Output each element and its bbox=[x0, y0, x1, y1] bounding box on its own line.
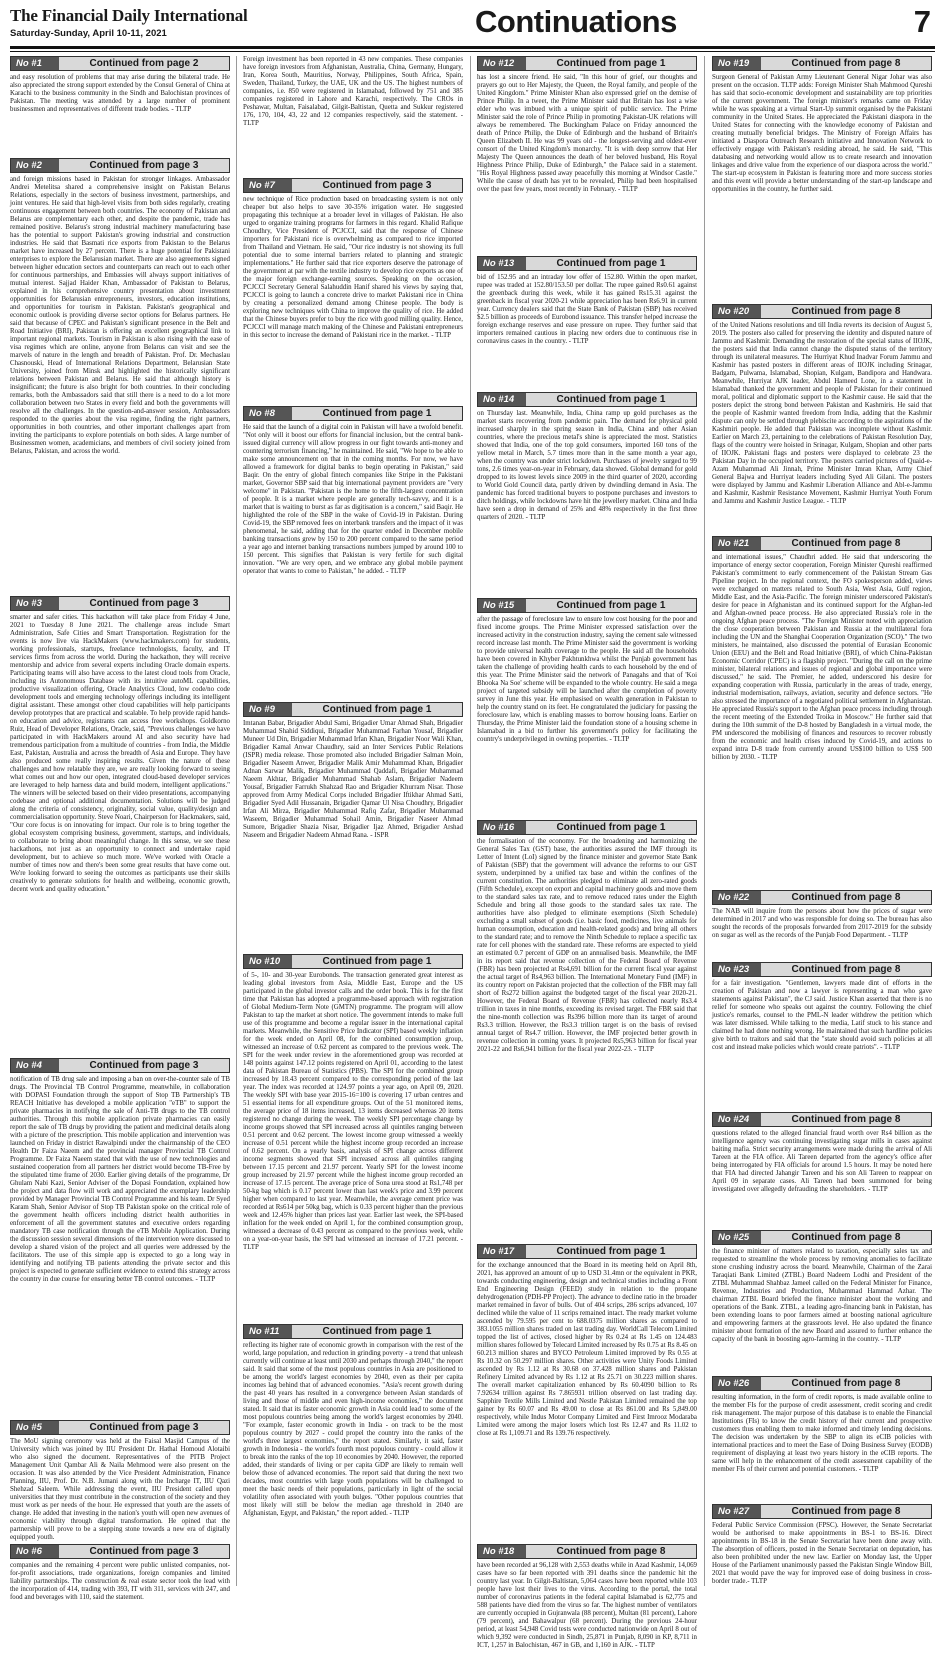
continuation-label: Continued from page 1 bbox=[556, 58, 666, 69]
continuation-header bbox=[10, 158, 230, 173]
continuation-number: No #4 bbox=[11, 1059, 59, 1072]
continuation-label: Continued from page 1 bbox=[556, 1246, 666, 1257]
story-body-text: resulting information, in the form of credit reports, is made available online to the member FIs for the purpose of credit assessment, credit scoring and credit risk management. The major purpose of this database is to enable the Financial Institutions (FIs) to know the credit history of their current and prospective customers thus enabling them to make informed and timely lending decisions. The decision was undertaken by the SBP to align its eCIB policies with international practices and to meet the Ease of Doing Business Survey (EODB) requirement of displaying at least two years history in the eCIB reports. The same will help in the enhancement of the credit assessment capability of the member FIs of their current and potential customers. - TLTP bbox=[712, 1394, 932, 1473]
continuation-story bbox=[243, 1324, 463, 1574]
continuation-header bbox=[712, 536, 932, 551]
continuation-label: Continued from page 1 bbox=[556, 600, 666, 611]
continuation-number: No #3 bbox=[11, 597, 59, 610]
continuation-story bbox=[477, 256, 697, 386]
story-body-text: of the United Nations resolutions and till India reverts its decision of August 5, 2019. The posters also called for preserving the identity and disputed nature of Jammu and Kashmir. Demanding the restoration of the special status of IIOJK, the posters said that India cannot change the disputed status of the territory through its unilateral measures. The Hurriyat Khud Inadvar Forum Jammu and Kashmir has pasted posters in different areas of IIOJK including Srinagar, Badgam, Pulwama, Islamabad, Shopian, Kulgam, Bandipora and Handwara. Meanwhile, Hurriyat AJK leader, Abdul Hameed Lone, in a statement in Islamabad thanked the government and people of Pakistan for their continued moral, political and diplomatic support to the Kashmir cause. He said that the posters depict the strong bond between Pakistan and Kashmiris. He said that the people of Kashmir wanted freedom from India, adding that the Kashmir dispute can only be settled through plebiscite according to the aspirations of the Kashmiri people. He added that Pakistan was incomplete without Kashmir. Earlier on March 23, pertaining to the celebrations of Pakistan Resolution Day, flags of the country were hoisted in Srinagar, Kulgam, Shopian and other parts of IIOJK. Pakistani flags and posters were displayed to celebrate 23 the Pakistan Day in the occupied territory. The posters carried pictures of Quaid-e-Azam Muhammad Ali Jinnah, Prime Minister Imran Khan, Army Chief General Bajwa and Hurriyat leaders including Syed Ali Gilani. The posters were displayed by Jammu and Kashmir Liberation Alliance and Abl-e-Jammu and Kashmir, Kashmir Resistance Movement, Kashmir Hurriyat Youth Forum and Jammu and Kashmir Justice League. - TLTP bbox=[712, 322, 932, 505]
continuation-number: No #5 bbox=[11, 1421, 59, 1434]
continuation-label: Continued from page 3 bbox=[89, 1422, 199, 1433]
continuation-label: Continued from page 8 bbox=[791, 1232, 901, 1243]
continuation-label: Continued from page 1 bbox=[556, 394, 666, 405]
continuation-header bbox=[477, 598, 697, 613]
continuation-story bbox=[243, 954, 463, 1318]
continuation-story bbox=[712, 56, 932, 298]
continuation-label: Continued from page 3 bbox=[322, 180, 432, 191]
story-body-text: new technique of Rice production based on broadcasting system is not only cheaper but also helps to save 30-35% irrigation water. He suggested propagating this technique at a broader level in villages of Pakistan. He also urged to organize training programs for farmers in this regard. Khalid Rafique Choudhry, Vice President of PCJCCI, said that the response of Chinese importers for Pakistani rice is overwhelming as compared to rice imported from Thailand and Vietnam. He said, "Our rice industry is not showing its full potential due to some internal barriers related to planning and strategic implementations." He further said that rice exporters deserve the patronage of the government at par with the textile industry to develop rice exports as one of the major foreign exchange-earning sources. Speaking on the occasion, PCJCCI Secretary General Salahuddin Hanif shared his views by saying that, PCJCCI is going to launch a concrete drive to market Pakistani rice in China by creating a personalized demand among Chinese people. The body is exploring new techniques with China to improve the quality of rice. He added that the Chinese buyers prefer to buy the rice with good milling quality. Hence, PCJCCI will manage match making of the Chinese and Pakistani entrepreneurs in this sector to increase the demand of Pakistani rice in the market. - TLTP bbox=[243, 196, 463, 339]
continuation-header bbox=[477, 56, 697, 71]
continuation-number: No #18 bbox=[478, 1545, 526, 1558]
continuation-header bbox=[712, 1230, 932, 1245]
dateline: Saturday-Sunday, April 10-11, 2021 bbox=[10, 28, 167, 39]
continuation-label: Continued from page 8 bbox=[791, 306, 901, 317]
continuation-number: No #7 bbox=[244, 179, 292, 192]
continuation-number: No #10 bbox=[244, 955, 292, 968]
section-title: Continuations bbox=[475, 4, 677, 39]
continuation-story bbox=[243, 702, 463, 948]
continuation-number: No #19 bbox=[713, 57, 761, 70]
continuation-number: No #22 bbox=[713, 891, 761, 904]
continuation-label: Continued from page 8 bbox=[791, 1114, 901, 1125]
continuation-header bbox=[243, 406, 463, 421]
continuation-story bbox=[712, 536, 932, 884]
column-divider bbox=[704, 56, 705, 1586]
story-body-text: The NAB will inquire from the persons about how the prices of sugar were determined in 2017 and who was responsible for doing so. The bureau has also sought the records of the proposals forwarded from 2017-2019 for the subsidy on sugar as well as the records of the Punjab Food Department. - TLTP bbox=[712, 908, 932, 939]
column-2 bbox=[243, 56, 463, 1586]
story-body-text: Federal Public Service Commission (FPSC). However, the Senate Secretariat would be authorised to make appointments in BS-1 to BS-16. Direct appointments in BS-18 in the Senate Secretariat have been done away with. The absorption of officers, posted in the Senate Secretariat on deputation, has also been prohibited under the new law. Earlier on Monday last, the Upper House of the Parliament unanimously passed the Pakistan Single Window Bill, 2021 that would pave the way for improved ease of doing business in cross-border trade.- TLTP bbox=[712, 1522, 932, 1585]
story-body-text: has lost a sincere friend. He said, "In this hour of grief, our thoughts and prayers go out to Her Majesty, the Queen, the Royal family, and people of the United Kingdom." Prime Minister Khan also expressed grief on the demise of Prince Philip. In a tweet, the Prime Minister said that Britain has lost a wise elder who was imbued with a unique spirit of public service. The Prime Minister said the role of Prince Philip in promoting Pakistan-UK relations will always be remembered. The Buckingham Palace on Friday announced the death of Prince Philip, the Duke of Edinburgh and the husband of Britain's Queen Elizabeth II. He was 99 years old - the longest-serving and oldest-ever consort of the United Kingdom's monarchy. "It is with deep sorrow that Her Majesty The Queen announces the death of her beloved husband, His Royal Highness Prince Philip, Duke of Edinburgh," the Palace said in a statement. "His Royal Highness passed away peacefully this morning at Windsor Castle." While the cause of death has yet to be revealed, Philip had been hospitalised over the past few years, most recently in February. - TLTP bbox=[477, 74, 697, 193]
continuation-story bbox=[712, 1112, 932, 1224]
continuation-label: Continued from page 8 bbox=[556, 1546, 666, 1557]
story-body-text: reflecting its higher rate of economic growth in comparison with the rest of the world, large population, and reduction in grinding poverty - a trend that unleash currently will continue at least until 2030 and perhaps through 2040," the report said. It said that some of the most populous countries in Asia are positioned to be among the world's largest economies by 2040, even as their per capita incomes lag behind that of advanced economies. "Asia's recent growth during the past 40 years has resulted in a convergence between Asian standards of living and those of middle and even high-income economies," the document stated. It said that its faster economic growth in Asia could lead to some of the most populous countries being among the world's largest economies by 2040. "For example, faster economic growth in India - on track to be the most populous country by 2027 - could propel the country into the ranks of the world's three largest economies," the report stated. Similarly, it said, faster growth in Indonesia - the world's fourth most populous country - could allow it to break into the ranks of the top 10 economies by 2040. However, the reported added, their standards of living or per capita GDP are likely to remain well below those of advanced economies. The report said that during the next two decades, most countries with large youth populations will be challenged to meet the basic needs of their populations, particularly in light of the social volatility often associated with youth bulges. "Other populous countries that most likely will still be below the median age threshold in 2040 are Afghanistan, Egypt, and Pakistan," the report added. - TLTP bbox=[243, 1342, 464, 1517]
continuation-label: Continued from page 8 bbox=[791, 892, 901, 903]
story-body-text: of 5-, 10- and 30-year Eurobonds. The transaction generated great interest as leading global investors from Asia, Middle East, Europe and the US participated in the global investor calls and the order book. This is for the first time that Pakistan has adopted a programme-based approach with registration of Global Medium-Term Note (GMTN) programme. The program will allow Pakistan to tap the market at short notice. The government intends to make full use of this programme and become a regular issuer in the international capital markets. Meanwhile, the Sensitive Price Indicator (SPI) based weekly inflation for the week ended on April 08, for the combined consumption group, witnessed an increase of 0.62 percent as compared to the previous week. The SPI for the week under review in the aforementioned group was recorded at 148 points against 147.12 points registered on April 01, according to the latest data of Pakistan Bureau of Statistics (PBS). The SPI for the combined group increased by 18.43 percent compared to the corresponding period of the last year. The index was recorded at 124.97 points a year ago, on April 09, 2020. The weekly SPI with base year 2015-16=100 is covering 17 urban centres and 51 essential items for all expenditure groups. Out of the 51 monitored items, the average price of 18 items increased, 13 items decreased whereas 20 items registered no change during the week. The weekly SPI percentage change by income groups showed that SPI increased across all quintiles ranging between 0.51 percent and 0.62 percent. The lowest income group witnessed a weekly increase of 0.51 percent while the highest income group recorded an increase of 0.62 percent. On a yearly basis, analysis of SPI change across different income segments showed that SPI increased across all quintiles ranging between 17.15 percent and 21.97 percent. Yearly SPI for the lowest income group increased by 21.97 percent while the highest income group recorded an increase of 17.15 percent. The average price of Sona urea stood at Rs1,748 per 50-kg bag which is 0.17 percent lower than last week's price and 3.99 percent higher when compared to last year. Meanwhile, the average cement price was recorded at Rs614 per 50kg bag, which is 0.33 percent higher than the previous week and 12.45% higher than prices last year. Earlier last week, the SPI-based inflation for the week ended on April 1, for the combined consumption group, witnessed a decrease of 0.43 percent as compared to the previous week, while on a year-on-year basis, the SPI had witnessed an increase of 17.21 percent. - TLTP bbox=[243, 972, 463, 1251]
continuation-label: Continued from page 1 bbox=[322, 1326, 432, 1337]
continuation-story bbox=[10, 596, 230, 1052]
continuation-label: Continued from page 1 bbox=[556, 822, 666, 833]
story-body-text: after the passage of foreclosure law to ensure low cost housing for the poor and fixed income groups. The Prime Minister expressed satisfaction over the increased activity in the construction industry, saying the cement sale witnessed record increase last month. The Prime Minister said the government is working to provide universal health coverage to the people. He said all the households have been covered in Khyber Pakhtunkhwa whilst the Punjab government has taken the challenge of providing health cards to each household by the end of this year. The Prime Minister said the network of Panagahs and that of 'Koi Bhooka Na Soe' scheme will be expanded to the whole country. He said a mega project of targeted subsidy will be launched after the completion of poverty survey in June this year. He emphasised on wealth generation in Pakistan to help the country stand on its feet. He congratulated the judiciary for passing the foreclosure law, which is enabling masses to borrow housing loans. Earlier on Thursday, the Prime Minister laid the foundation stone of a housing scheme in Islamabad in a bid to further his government's policy for facilitating the country's underprivileged in owning properties. - TLTP bbox=[477, 616, 697, 743]
story-body-text: have been recorded at 96,128 with 2,553 deaths while in Azad Kashmir, 14,069 cases have so far been reported with 391 deaths since the pandemic hit the country last year. In Gilgit-Baltistan, 5,064 cases have been reported while 103 people have lost their lives to the virus. According to the portal, the total number of coronavirus patients in the federal capital Islamabad is 62,775 and 588 patients have died from the virus so far. The highest number of ventilators are currently occupied in Gujranwala (88 percent), Multan (81 percent), Lahore (79 percent), and Bahawalpur (68 percent). During the previous 24-hour period, at least 54,948 Covid tests were conducted nationwide on April 8 out of which 9,392 were conducted in Sindh, 25,871 in Punjab, 8,090 in KP, 8,711 in ICT, 1,257 in Balochistan, 467 in GB, and 1,160 in AJK. - TLTP bbox=[477, 1562, 697, 1649]
continuation-story bbox=[477, 598, 697, 814]
continuation-number: No #21 bbox=[713, 537, 761, 550]
continuation-number: No #14 bbox=[478, 393, 526, 406]
continuation-label: Continued from page 3 bbox=[89, 598, 199, 609]
story-body-text: the finance minister of matters related to taxation, especially sales tax and requested to streamline the whole process by removing anomalies to facilitate stone crushing industry across the board. Meanwhile, Chairman of the Zarai Taraqiati Bank Limited (ZTBL) Board Nadeem Lodhi and President of the ZTBL Muhammad Shahbaz Jameel called on the Federal Minister for Finance, Revenue, Industries and Production, Muhammad Hammad Azhar. The chairman ZTBL Board briefed the finance minister about the working and operations of the Bank. ZTBL, a leading agro-financing bank in Pakistan, has been extending loans to poor farmers aimed at boosting national agriculture and empowering farmers at the grassroots level. He also updated the finance minister about formation of the new Board and assured to further enhance the capacity of the bank in boosting agro-farming in the country. - TLTP bbox=[712, 1248, 932, 1343]
continuation-label: Continued from page 1 bbox=[556, 258, 666, 269]
story-body-text: The MoU signing ceremony was held at the Faisal Masjid Campus of the University which was joined by IIU President Dr. Hathal Homoud Alotaibi who also signed the document. Representatives of the PITB Project Management Unit Qambar Ali & Naila Mehmood were also present on the occasion. It was also attended by the Vice President Administration, Finance Planning, IIU, Prof. Dr. N.B. Jumani along with the Incharge IT, IIU Qazi Shehzad Saleem. While addressing the event, IIU President called upon universities that they must contribute in the construction of the society and they must work as per needs of the hour. He expressed that youth are the assets of change. He added that investing in the nation's youth will open new avenues of economic viability through digital transformation. He opined that the partnership will prove to be a stepping stone towards a new era of digitally equipped youth. bbox=[10, 1438, 230, 1541]
continuation-story bbox=[10, 1544, 230, 1601]
story-body-text: companies and the remaining 4 percent were public unlisted companies, not-for-profit associations, trade organizations, foreign companies and limited liability partnerships. The construction & real estate sector took the lead with the incorporation of 414, trading with 393, IT with 311, services with 247, and food and beverages with 110, said the statement. bbox=[10, 1562, 230, 1601]
page-number: 7 bbox=[913, 4, 931, 39]
continuation-header bbox=[10, 1544, 230, 1559]
story-body-text: and foreign missions based in Pakistan for stronger linkages. Ambassador Andrei Metelitsa shared a comprehensive insight on Pakistan Belarus Relations, especially in the sectors of business investment, partnerships, and joint ventures. He said that high-level visits from both sides regularly, creating continuous engagement between both countries. The economy of Pakistan and Belarus are complementary each other, and despite the pandemic, trade has remained positive. Belarus's strong industrial machinery manufacturing base has the potential to support Pakistan's growing industrial and construction industries. He said that Basmati rice exports from Pakistan to the Belarus market have increased by 27 percent. There is a huge potential for Pakistani enterprises to explore the Belarusian market. There are also agreements signed between higher education sectors and counterparts can reach out to each other for continuous partnerships, and Embassies will always support initiatives of mutual interest. Sajjad Haider Khan, Ambassador of Pakistan to Belarus, explained in his comprehensive country presentation about investment opportunities for Belarusian entrepreneurs, investors, education institutions, and opportunities for tourism in Pakistan. Pakistan's geographical and economic outlook is providing diverse sector options for Belarus partners. He said that because of CPEC and Pakistan's significant presence in the Belt and Road Initiative (BRI), Pakistan is offering an excellent geographical link to important regional markets. Tourism in Pakistan is also rising with the ease of visa regimes which are online, anyone from Belarus can visit and see the marvels of nature in the length and breadth of Pakistan. Prof. Dr. Mechaslau Chasnouski, Head of International Relations Department, Belarusian State University, joined from Minsk and highlighted the historically significant relations between Pakistan and Belarus. He said that although history is insignificant; the future is also bright for both countries. In their concluding remarks, both the Ambassadors said that still there is a need to do a lot more collaboration between two States in every field and both the governments will resolve all the challenges. In the question-and-answer session, Ambassadors responded to the queries about the visa regime, finding the right partners, opportunities in both countries, and other important challenges apart from inviting the participants to explore potentials on both sides. A large number of Businessmen women, academicians, and members of civil society joined from Belarus, Pakistan, and across the world. bbox=[10, 176, 230, 455]
continuation-label: Continued from page 8 bbox=[791, 1506, 901, 1517]
continuation-number: No #1 bbox=[11, 57, 59, 70]
continuation-number: No #26 bbox=[713, 1377, 761, 1390]
story-body-text: Foreign investment has been reported in 43 new companies. These companies have foreign investors from Afghanistan, Australia, China, Germany, Hungary, Iran, Korea South, Mauritius, Norway, Philippines, South Africa, Spain, Sweden, Thailand, Turkey, the UAE, UK and the US. The highest numbers of companies, i.e. 850 were registered in Islamabad, followed by 751 and 385 companies registered in Lahore and Karachi, respectively. The CROs in Peshawar, Multan, Faisalabad, Gilgit-Baltistan, Quetta and Sukkur registered 176, 170, 104, 43, 22 and 12 companies respectively, said the statement. - TLTP bbox=[243, 56, 463, 127]
continuation-header bbox=[243, 702, 463, 717]
continuation-header bbox=[477, 820, 697, 835]
continuation-story bbox=[712, 962, 932, 1106]
column-3 bbox=[477, 56, 697, 1649]
continuation-header bbox=[712, 1112, 932, 1127]
continuation-story bbox=[243, 406, 463, 696]
continuation-number: No #12 bbox=[478, 57, 526, 70]
continuation-header bbox=[712, 890, 932, 905]
story-body-text: notification of TB drug sale and imposing a ban on over-the-counter sale of TB drugs. The Provincial TB Control Programme, meanwhile, in collaboration with DOPASI Foundation through the support of Stop TB Partnership's TB REACH Initiative has developed a mobile application "eTB" to support the private pharmacies in notifying the sale of Anti-TB drugs to the TB control authorities. Through this mobile application private pharmacies can easily report the sale of TB drugs by providing the patient and medicinal details along with a picture of the prescription. This mobile application and intervention was launched on Friday in district Rawalpindi under the chairmanship of the CEO Health Dr Faiza Naeem and the provincial manager Provincial TB Control Programme. Dr Faiza Naeem stated that with the use of new technologies and sustained cooperation from all partners her district would become TB-Free by the stipulated time frame of 2030. Earlier giving details of the programme, Dr Ghulam Nabi Kazi, Senior Adviser of the Dopasi Foundation, explained how the project and data flow will work and appreciated the exemplary leadership provided by Manager Provincial TB Control Programme and his team. Dr Syed Karam Shah, Senior Advisor of Stop TB Pakistan spoke on the critical role of the government health officers including district health authorities in enforcement of all the government statutes and executive orders regarding mandatory TB case notification through the eTB Mobile Application. During the discussion session several dimensions of the intervention were discussed to develop a shared vision of the project and all queries were addressed by the facilitators. The use of this simple app is expected to go a long way in identifying and notifying TB patients attending the private sector and this project is expected to generate sufficient evidence to extend this strategy across the country in due course for ensuring better TB control outcomes. - TLTP bbox=[10, 1076, 230, 1283]
continuation-story bbox=[10, 158, 230, 590]
continuation-number: No #27 bbox=[713, 1505, 761, 1518]
continuation-header bbox=[10, 1058, 230, 1073]
continuation-story bbox=[477, 392, 697, 592]
newspaper-brand: The Financial Daily International bbox=[10, 6, 248, 25]
continuation-header bbox=[477, 1244, 697, 1259]
continuation-label: Continued from page 1 bbox=[322, 704, 432, 715]
continuation-number: No #8 bbox=[244, 407, 292, 420]
continuation-story bbox=[10, 56, 230, 152]
continuation-story bbox=[243, 56, 463, 172]
continuation-number: No #17 bbox=[478, 1245, 526, 1258]
continuation-label: Continued from page 3 bbox=[89, 1060, 199, 1071]
continuation-header bbox=[10, 1420, 230, 1435]
continuation-story bbox=[712, 890, 932, 956]
story-body-text: bid of 152.95 and an intraday low offer of 152.80. Within the open market, rupee was traded at 152.80/153.50 per dollar. The rupee gained Rs0.61 against the greenback during this week, while it has gained Rs15.31 against the greenback in fiscal year 2020-21 while appreciation has been Rs6.91 in current year. Currency dealers said that the State Bank of Pakistan (SBP) has received $2.5 billion as proceeds of Eurobond issuance. This transfer helped increase the foreign exchange reserves and ease pressure on rupee. They further said that importers remained cautious in placing new orders due to continuous rise in coronavirus cases in the country. - TLTP bbox=[477, 274, 697, 345]
continuation-number: No #11 bbox=[244, 1325, 292, 1338]
continuation-label: Continued from page 3 bbox=[89, 1546, 199, 1557]
story-body-text: for a fair investigation. "Gentlemen, lawyers made dint of efforts in the creation of Pakistan and now a lawyer is representing a man who gave statements against Pakistan", the CJ said. Justice Khan asserted that there is no relief for someone who speaks out against the country. Following the chief justice's remarks, counsel to the PML-N leader withdrew the petition which was later dismissed. While talking to the media, Latif stuck to his stance and claimed he had done nothing wrong. He maintained that such hardline policies give birth to traitors and said that the "state should avoid such policies at all cost and instead make policies which would create patriots". - TLTP bbox=[712, 980, 932, 1051]
continuation-label: Continued from page 2 bbox=[89, 58, 199, 69]
story-body-text: He said that the launch of a digital coin in Pakistan will have a twofold benefit. "Not only will it boost our efforts for financial inclusion, but the central bank-issued digital currency will allow progress in our fight towards anti-money and countering terrorism financing," he maintained. He said, "We hope to be able to make some announcement on that in the coming months. For now, we have allowed a framework for digital banks to begin operating in Pakistan," said Baqir. On the entry of global fintech companies like Stripe in the Pakistani market, Governor SBP said that big international payment providers are "very welcome" in Pakistan. "Pakistan is the home to the fifth-largest concentration of people. It is a market where people are generally tech-savvy, and it is a market that is waiting to burst as far as digitisation is a concern," said Baqir. He highlighted the role of the SBP in the wake of Covid-19 in Pakistan. During Covid-19, the SBP removed fees on interbank transfers and the impact of it was phenomenal, he said, adding that for the quarter ended in December mobile banking transactions grew by 150 to 200 percent compared to the same period a year ago and internet banking transactions numbers jumped by around 100 to 150 percent. This signifies that Pakistan is very fertile for such digital innovation. "We are very open, and we embrace any global mobile payment operator that wants to come to Pakistan," he added. - TLTP bbox=[243, 424, 463, 575]
story-body-text: smarter and safer cities. This hackathon will take place from Friday 4 June, 2021 to Tuesday 8 June 2021. The challenge areas include Smart Administration, Safe Cities and Smart Transportation. Registration for the events is now live via HackMakers (www.hackmakers.com) for students, working professionals, startups, freelance technologists, faculty, and IT services firms from across the world. During the hackathon, they will receive mentorship and advice from several experts including Oracle domain experts. Participating teams will also have access to the latest cloud tools from Oracle, including its Autonomous Database with its intuitive autoML capabilities, productive visualization offering, Oracle Analytics Cloud, low code/no code development tools and emerging technology offerings including its intelligent digital assistant. These amongst other cloud capabilities will help participants develop prototypes that are practical and scalable. To help provide rapid hands-on education and advice, registrants can access free workshops. Goldkorno Ruiz, Head of Developer Relations, Oracle, said, "Previous challenges we have participated in with HackMakers around AI and also security have had tremendous participation from a multitude of countries - from India, the Middle East, Pakistan, Australia and across the breadth of Asia and Europe. They have also produced some really inspiring results. Given the nature of these challenges and how relatable they are, we are really looking forward to seeing what comes out and how our open, integrated cloud-based developer services are leveraged to help harness data and build modern, intelligent applications." The winners will be selected based on their video presentations, accompanying codebase and optional additional documentation. Solutions will be judged along the criteria of consistency, originality, social value, quality/design and commercialisation opportunity. Steve Noari, Chairperson for Hackmakers, said, "Our core focus is on innovating for impact. Our role is to bring together the global ecosystem comprising business, government, startups, and individuals, to collaborate to bring about meaningful change. In this sense, we see these hackathons, not just as an opportunity to connect and undertake rapid development, but to achieve so much more. We've worked with Oracle a number of times now and there's been some great results that have come out. We're looking forward to seeing the outcomes as participants use their skills creatively to generate solutions for health and wellbeing, economic growth, decent work and quality education." bbox=[10, 614, 230, 893]
column-divider bbox=[236, 56, 237, 1586]
story-body-text: and international issues," Chaudhri added. He said that underscoring the importance of energy sector cooperation, Foreign Minister Qureshi reaffirmed Pakistan's commitment to early commencement of the Pakistan Stream Gas Pipeline project. In the regional context, the FO spokesperson added, views were exchanged on matters related to South Asia, West Asia, Gulf region, Middle East, and the Asia-Pacific. The foreign minister underscored Pakistan's desire for peace in Afghanistan and its continued support for the Afghan-led and Afghan-owned peace process. He also appreciated Russia's role in the ongoing Afghan peace process. "The Foreign Minister noted with appreciation the close cooperation between Pakistan and Russia at the multilateral fora including the UN and the Shanghai Cooperation Organization (SCO)." The two ministers, he maintained, also discussed the potential of Eurasian Economic Union (EEU) and the Belt and Road Initiative (BRI), of which China-Pakistan Economic Corridor (CPEC) is a flagship project. "During the call on the prime minister, bilateral relations and issues of regional and global importance were discussed," he said. The Premier, he added, underscored his desire for expanding cooperation with Russia, particularly in the areas of trade, energy, industrial modernisation, railways, aviation, security and defence sectors. "He also stressed the importance of a negotiated political settlement in Afghanistan. He appreciated Russia's support to the Afghan peace process including through the recent meeting of the Extended Troika in Moscow." He further said that during the 10th summit of the D-8 hosted by Bangladesh in a virtual mode, the PM underscored the mobilising of finances and resources to recover robustly from the economic and health crises induced by Covid-19, and actions to expand intra D-8 trade from currently around US$100 billion to US$ 500 billion by 2030. - TLTP bbox=[712, 554, 932, 761]
continuation-story bbox=[243, 178, 463, 400]
story-body-text: Imtanan Babar, Brigadier Abdul Sami, Brigadier Umar Ahmad Shah, Brigadier Muhammad Shahid Siddiqui, Brigadier Muhammad Farhan Yousaf, Brigadier Muneer Ud Din, Brigadier Muhammad Irfan Khan, Brigadier Noor Wali Khan, Brigadier Kamal Anwar Chaudhry, said an Inter Services Public Relations (ISPR) media release. Those promoted also included Brigadier Salman Moin, Brigadier Naseem Anwer, Brigadier Malik Amir Muhammad Khan, Brigadier Adnan Sarwar Malik, Brigadier Muhammad Qaddafi, Brigadier Muhammad Naeem Akhtar, Brigadier Muhammad Shahab Aslam, Brigadier Nadeem Yousaf, Brigadier Farrukh Shahzad Rao and Brigadier Khurram Nisar. Those approved from Army Medical Corps included Brigadier Iftikhar Ahmad Satti, Brigadier Syed Adil Hussanain, Brigadier Qamar Ul Nisa Choudhry, Brigadier Irfan Ali Mirza, Brigadier Muhammad Rafiq Zafar, Brigadier Muhammad Waseem, Brigadier Muhammad Sohail Amin, Brigadier Naseer Ahmad Sumore, Brigadier Shazia Nisar, Brigadier Ijaz Ahmed, Brigadier Arshad Naseem and Brigadier Nadeem Ahmad Rana. - ISPR bbox=[243, 720, 463, 839]
continuation-header bbox=[712, 56, 932, 71]
masthead-rule-thin bbox=[10, 51, 935, 52]
continuation-number: No #13 bbox=[478, 257, 526, 270]
continuation-header bbox=[243, 178, 463, 193]
continuation-header bbox=[712, 304, 932, 319]
continuation-number: No #2 bbox=[11, 159, 59, 172]
continuation-number: No #9 bbox=[244, 703, 292, 716]
continuation-header bbox=[712, 1504, 932, 1519]
story-body-text: and easy resolution of problems that may arise during the bilateral trade. He also appreciated the strong support extended by the Consul General of China at Karachi to the business community in the Sindh and Balochistan provinces of Pakistan. The meeting was attended by a large number of prominent businessmen and representatives of different trade bodies. - TLTP bbox=[10, 74, 230, 113]
continuation-header bbox=[10, 596, 230, 611]
continuation-header bbox=[477, 1544, 697, 1559]
story-body-text: for the exchange announced that the Board in its meeting held on April 8th, 2021, has approved an amount of up to USD 31.4mn or the equivalent in PKR, towards conducting engineering, design and technical studies including a Front End Engineering Design (FEED) study in relation to the propane dehydrogenation (PDH-PP Project). The advance to decline ratio in the broader market remained in favor of bulls. Out of 404 scrips, 286 scrips advanced, 107 declined while the value of 11 scrips remained intact. The ready market volume ascended by 79.595 per cent to 688.0375 million shares as compared to 383.1055 million shares traded on last trading day. WorldCall Telecom Limited topped the list of actives, closed higher by Rs 0.24 at Rs 1.45 on 124.483 million shares followed by Telecard Limited increased by Rs 0.75 at Rs 8.45 on 60.213 million shares and BYCO Petroleum Limited improved by Rs 0.55 at Rs 10.32 on 50.297 million shares. Other activities were Unity Foods Limited ascended by Rs 1.12 at Rs 30.68 on 37.428 million shares and Pakistan Refinery Limited advanced by Rs 1.12 at Rs 25.71 on 30.223 million shares. The overall market capitalization enhanced by Rs 60.4090 billion to Rs 7.92634 trillion against Rs 7.865931 trillion observed on last trading day. Sapphire Textile Mills Limited and Nestle Pakistan Limited remained the top gainer by Rs 60.07 and Rs 49.00 to close at Rs 861.00 and Rs 5,849.00 respectively, while Indus Motor Company Limited and First Imrooz Modaraba Limited were among the major losers which lost Rs 12.47 and Rs 11.02 to close at Rs 1,109.71 and Rs 139.76 respectively. bbox=[477, 1262, 697, 1437]
continuation-number: No #23 bbox=[713, 963, 761, 976]
continuation-story bbox=[712, 1504, 932, 1600]
continuation-header bbox=[712, 962, 932, 977]
story-body-text: the formalisation of the economy. For the broadening and harmonizing the General Sales Tax (GST) base, the authorities assured the IMF through its Letter of Intent (LoI) signed by the finance minister and governor State Bank of Pakistan (SBP) that the government will advance the reforms to our GST system, underpinned by a unified tax base and within the confines of the current constitution. The authorities pledged to eliminate all zero-rated goods (Fifth Schedule), except on export and capital machinery goods and move them to the standard sales tax rate, and to remove reduced rates under the Eighth Schedule and bring all those goods to the standard sales tax rate. The authorities have also pledged to eliminate exemptions (Sixth Schedule) excluding a small subset of goods (i.e. basic food, medicines, live animals for human consumption, education and health-related goods) and bring all others to the standard rate; and to remove the Ninth Schedule to replace a specific tax rate for cell phones with the standard rate. These reforms are expected to yield an estimated 0.7 percent of GDP on an annualised basis. Meanwhile, the IMF in its report said that revenue collection of the Federal Board of Revenue (FBR) has been projected at Rs4,691 billion for the current fiscal year against the actual target of Rs4,963 billion. The International Monetary Fund (IMF) in its country report on Pakistan projected that the collection of the FBR may fall short of Rs272 billion against the budgeted target of the fiscal year 2020-21. However, the Federal Board of Revenue (FBR) has collected nearly Rs3.4 trillion in taxes in nine months, exceeding its revised target. The FBR said that the nine-month collection was Rs396 billion more than its target of around Rs3.3 trillion. However, the Rs3.3 trillion target is on the basis of revised annual target of Rs4.7 trillion. However, the IMF projected better growth in revenue collection in coming years. It projected Rs5,963 billion for fiscal year 2021-22 and Rs6,941 billion for the fiscal year 2022-23. - TLTP bbox=[477, 838, 697, 1053]
continuation-number: No #20 bbox=[713, 305, 761, 318]
continuation-label: Continued from page 1 bbox=[322, 408, 432, 419]
continuation-story bbox=[477, 1544, 697, 1654]
continuation-number: No #25 bbox=[713, 1231, 761, 1244]
masthead bbox=[10, 4, 935, 44]
continuation-story bbox=[10, 1420, 230, 1541]
continuation-story bbox=[477, 1244, 697, 1538]
masthead-rule bbox=[10, 46, 935, 49]
continuation-label: Continued from page 8 bbox=[791, 58, 901, 69]
continuation-number: No #15 bbox=[478, 599, 526, 612]
continuation-number: No #24 bbox=[713, 1113, 761, 1126]
continuation-story bbox=[712, 304, 932, 530]
continuation-number: No #6 bbox=[11, 1545, 59, 1558]
continuation-story bbox=[10, 1058, 230, 1414]
column-1 bbox=[10, 56, 230, 1601]
column-divider bbox=[470, 56, 471, 1586]
continuation-header bbox=[243, 954, 463, 969]
story-body-text: Surgeon General of Pakistan Army Lieutenant General Nigar Johar was also present on the occasion. TLTP adds: Foreign Minister Shah Mahmood Qureshi has said that socio-economic development and sustainability are top priorities of the current government. The foreign minister's remarks came on Friday while he was speaking at a virtual Start-Up summit organised by the Pakistani community in the United States. He appreciated the Pakistani diaspora in the United States for connecting with the knowledge economy of Pakistan and creating mutually beneficial bridges. The Ministry of Foreign Affairs has initiated a Diaspora Outreach Research initiative and Innovation Network to effectively engage with Pakistan's residing abroad, he said. He said, "This databasing and networking would allow us to create research and innovation linkages and drive value from the experience of our diaspora across the world." The start-up ecosystem in Pakistan is featuring more and more success stories and this event will provide a better understanding of the start-up landscape and opportunities in the country, he further said. bbox=[712, 74, 932, 193]
continuation-label: Continued from page 1 bbox=[322, 956, 432, 967]
continuation-story bbox=[712, 1376, 932, 1498]
continuation-header bbox=[712, 1376, 932, 1391]
continuation-number: No #16 bbox=[478, 821, 526, 834]
continuation-header bbox=[243, 1324, 463, 1339]
continuation-story bbox=[477, 56, 697, 250]
continuation-label: Continued from page 8 bbox=[791, 964, 901, 975]
story-body-text: questions related to the alleged financial fraud worth over Rs4 billion as the intelligence agency was continuing investigating sugar mills in cases against baiting mafia. Strict security arrangements were made during the arrival of Ali Tareen at the FIA office. Ali Tareen departed from the agency's office after being interrogated by FIA officials for around 1.5 hours. It may be noted here that FIA had directed Jahangir Tareen and his son Ali Tareen to reappear on April 09 in separate cases. Ali Tareen had been summoned for being investigated over allegedly defrauding the shareholders. - TLTP bbox=[712, 1130, 932, 1193]
column-4 bbox=[712, 56, 932, 1586]
continuation-story bbox=[477, 820, 697, 1238]
continuation-label: Continued from page 8 bbox=[791, 1378, 901, 1389]
story-body-text: on Thursday last. Meanwhile, India, China ramp up gold purchases as the market starts recovering from pandemic pain. The demand for physical gold increased sharply in the spring season in India, China and other Asian countries, where the precious metal's shine is appreciated the most. Statistics showed that India, one of the top gold consumers, imported 160 tons of the yellow metal in March, 5.7 times more than in the same month a year ago, when the country was under strict lockdown. Purchases of jewelry surged to 99 tons, 2.6 times year-on-year in February, data showed. Global demand for gold dropped to its lowest levels since 2009 in the third quarter of 2020, according to World Gold Council data, partly driven by dwindling demand in Asia. The pandemic has forced traditional buyers to postpone purchases and investors to ditch holdings, while lockdowns have hit the jewellery market. China and India have seen a drop in demand of 25% and 48% respectively in the first three quarters of 2020. - TLTP bbox=[477, 410, 697, 521]
continuation-label: Continued from page 8 bbox=[791, 538, 901, 549]
continuation-label: Continued from page 3 bbox=[89, 160, 199, 171]
continuation-story bbox=[712, 1230, 932, 1370]
continuation-header bbox=[477, 256, 697, 271]
continuation-header bbox=[477, 392, 697, 407]
continuation-header bbox=[10, 56, 230, 71]
